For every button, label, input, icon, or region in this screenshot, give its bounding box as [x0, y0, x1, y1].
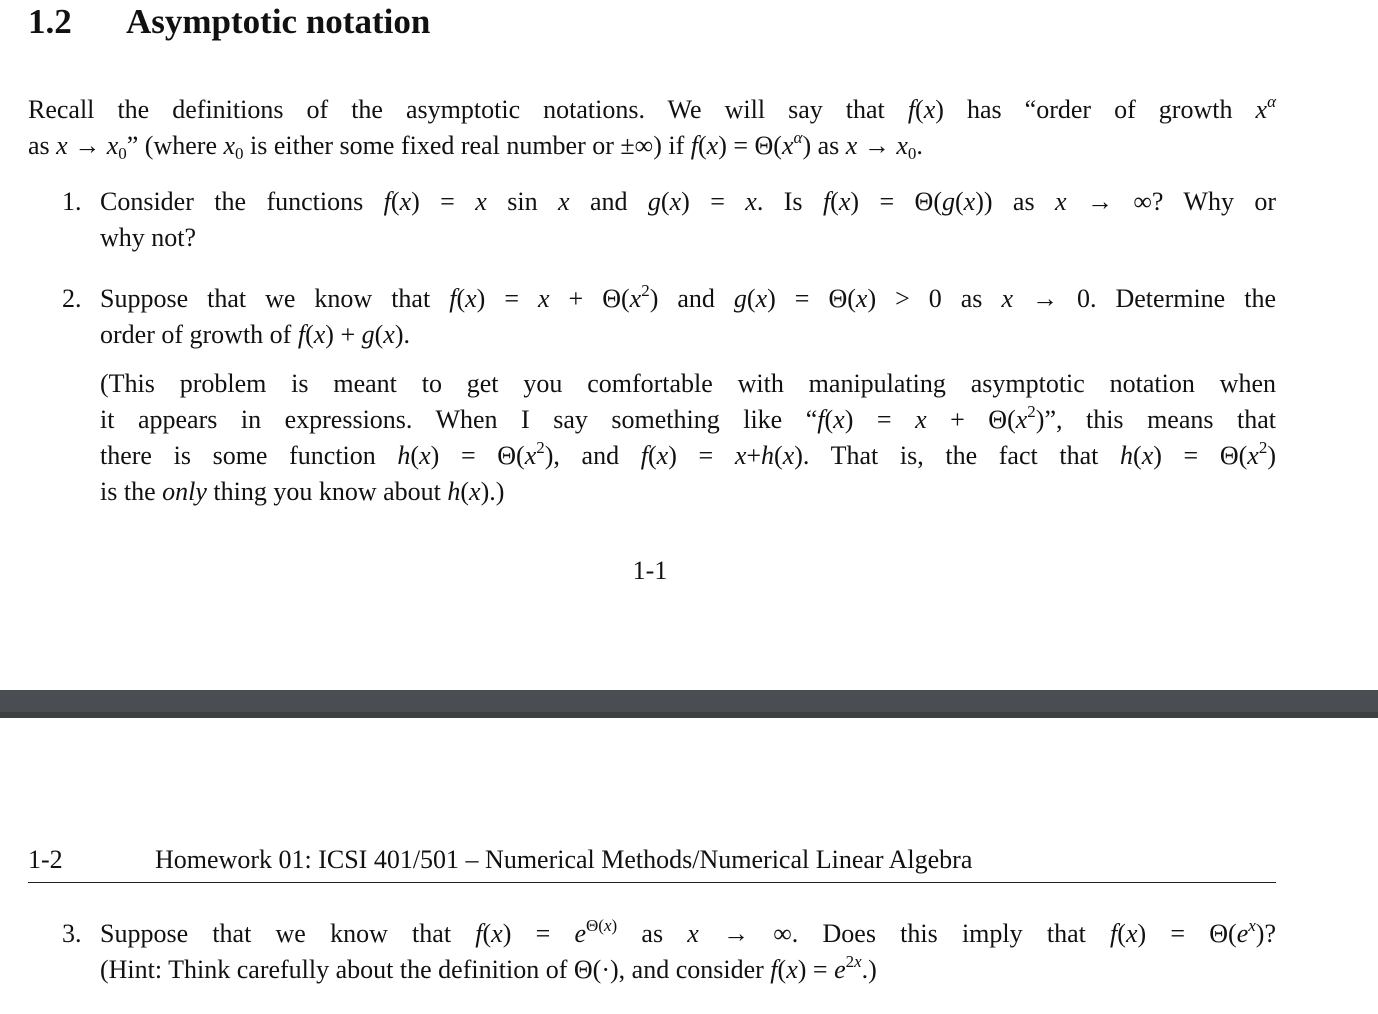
intro-line-1: Recall the definitions of the asymptotic notations. We will say that f(x) has “order of growth $x^\alpha$ [28, 92, 1276, 124]
page-separator [0, 690, 1378, 718]
problem-1-marker: 1. [62, 187, 82, 216]
problem-1-line-1: Consider the functions f(x) = x sin x and g(x) = x. Is f(x) = Θ(g(x)) as x → ∞? Why or [100, 187, 1277, 216]
page-number: 1-1 [632, 556, 668, 585]
running-head [28, 842, 1276, 883]
note-line-2: it appears in expressions. When I say something like “$f(x) = x + \Theta(x^2)$”, this means that [100, 402, 1276, 434]
section-number: 1.2 [28, 2, 72, 41]
running-head-page: 1-2 [28, 845, 63, 874]
note-line-1: (This problem is meant to get you comfortable with manipulating asymptotic notation when [100, 369, 1276, 398]
running-head-title: Homework 01: ICSI 401/501 – Numerical Methods/Numerical Linear Algebra [155, 845, 973, 874]
intro-line-2: as $x \to x_0$” (where $x_0$ is either some fixed real number or ±∞) if $f(x) = \Theta(x^\alpha)$ as $x \to x_0$. [28, 128, 923, 163]
section-heading [28, 0, 430, 44]
problem-2-line-2: order of growth of f(x) + g(x). [100, 320, 411, 349]
intro-paragraph [28, 92, 1276, 164]
note-line-3: there is some function $h(x) = \Theta(x^2)$, and f(x) = x+h(x). That is, the fact that $h(x) = \Theta(x^2)$ [100, 438, 1276, 470]
problem-3-marker: 3. [62, 919, 82, 948]
problem-3-line-1: Suppose that we know that $f(x) = e^{\Theta(x)}$ as x → ∞. Does this imply that $f(x) = \Theta(e^x)$? [100, 916, 1276, 948]
problem-3-line-2: (Hint: Think carefully about the definition of Θ(·), and consider $f(x) = e^{2x}$.) [100, 952, 877, 984]
pdf-page-2 [0, 718, 1378, 1014]
problem-2-line-1: Suppose that we know that $f(x) = x + \Theta(x^2)$ and g(x) = Θ(x) > 0 as x → 0. Determine the [100, 281, 1276, 313]
section-title: Asymptotic notation [126, 2, 431, 41]
note-line-4: is the only thing you know about h(x).) [100, 477, 505, 506]
problem-1-line-2: why not? [100, 223, 197, 252]
problem-2-marker: 2. [62, 284, 82, 313]
